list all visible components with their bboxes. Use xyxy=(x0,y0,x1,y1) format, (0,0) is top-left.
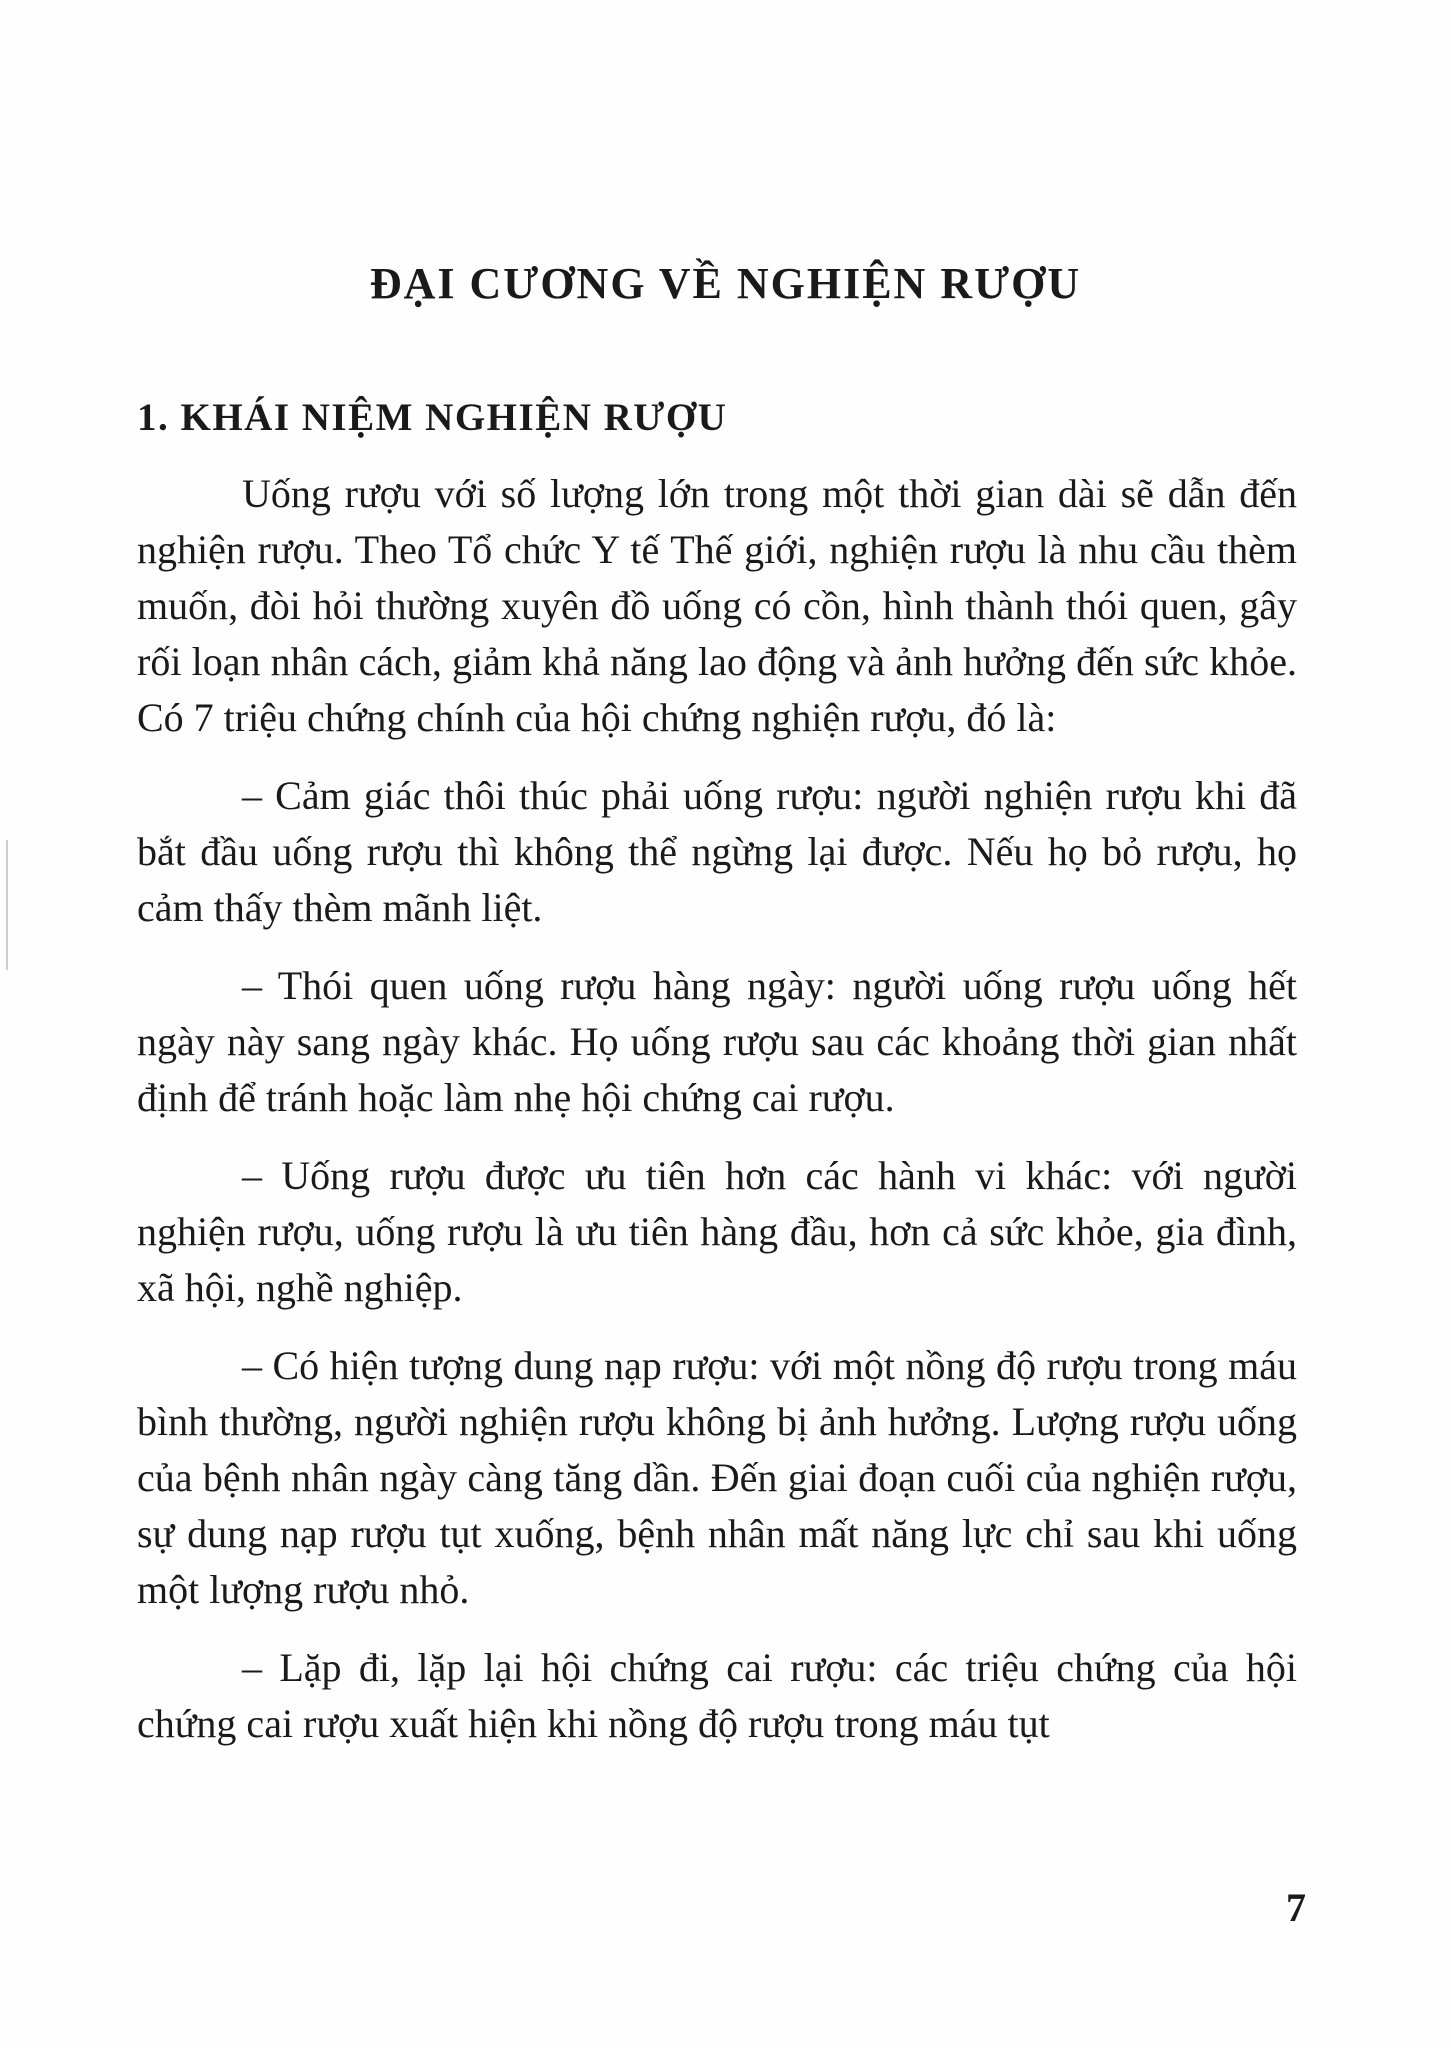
symptom-paragraph-2: – Thói quen uống rượu hàng ngày: người uống rượu uống hết ngày này sang ngày khác. Họ uống rượu sau các khoảng thời gian nhất định để tránh hoặc làm nhẹ hội chứng cai rượu. xyxy=(137,963,1297,1120)
section-heading: 1. KHÁI NIỆM NGHIỆN RƯỢU xyxy=(137,396,728,439)
symptom-paragraph-1: – Cảm giác thôi thúc phải uống rượu: người nghiện rượu khi đã bắt đầu uống rượu thì không thể ngừng lại được. Nếu họ bỏ rượu, họ cảm thấy thèm mãnh liệt. xyxy=(137,773,1297,930)
page-title: ĐẠI CƯƠNG VỀ NGHIỆN RƯỢU xyxy=(369,259,1082,308)
page-number: 7 xyxy=(1286,1885,1306,1930)
symptom-paragraph-3: – Uống rượu được ưu tiên hơn các hành vi khác: với người nghiện rượu, uống rượu là ưu tiên hàng đầu, hơn cả sức khỏe, gia đình, xã hội, nghề nghiệp. xyxy=(137,1153,1297,1310)
scan-edge-mark xyxy=(6,840,8,970)
intro-paragraph: Uống rượu với số lượng lớn trong một thời gian dài sẽ dẫn đến nghiện rượu. Theo Tổ chức Y tế Thế giới, nghiện rượu là nhu cầu thèm muốn, đòi hỏi thường xuyên đồ uống có cồn, hình thành thói quen, gây rối loạn nhân cách, giảm khả năng lao động và ảnh hưởng đến sức khỏe. Có 7 triệu chứng chính của hội chứng nghiện rượu, đó là: xyxy=(137,471,1297,740)
symptom-paragraph-4: – Có hiện tượng dung nạp rượu: với một nồng độ rượu trong máu bình thường, người nghiện rượu không bị ảnh hưởng. Lượng rượu uống của bệnh nhân ngày càng tăng dần. Đến giai đoạn cuối của nghiện rượu, sự dung nạp rượu tụt xuống, bệnh nhân mất năng lực chỉ sau khi uống một lượng rượu nhỏ. xyxy=(137,1343,1297,1612)
symptom-paragraph-5: – Lặp đi, lặp lại hội chứng cai rượu: các triệu chứng của hội chứng cai rượu xuất hiện khi nồng độ rượu trong máu tụt xyxy=(137,1645,1297,1746)
body-text xyxy=(137,466,1297,1752)
